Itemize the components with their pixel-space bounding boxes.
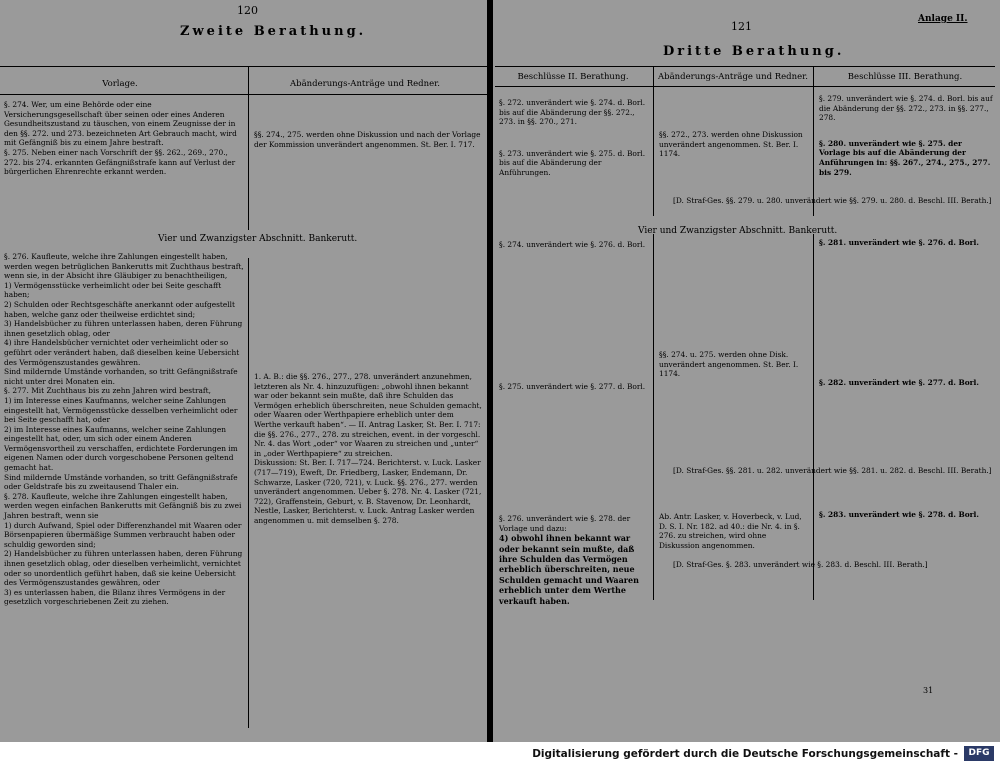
column-divider-1-lower (653, 234, 654, 600)
beschluss3-279-280 (819, 94, 995, 194)
text-paragraph: 1. A. B.: die §§. 276., 277., 278. unverändert anzunehmen, letzteren als Nr. 4. hinzuzufügen: „obwohl ihnen bekannt war oder bekannt sein mußte, daß ihre Schulden das Vermögen erheblich überschreiten, neue Schulden gemacht, oder Waaren oder Werthpapiere erheblich unter dem Werthe verkauft haben“. — II. Antrag Lasker, St. Ber. I. 717: die §§. 276., 277., 278. zu streichen, event. in der vorgeschl. Nr. 4. das Wort „oder“ vor Waaren zu streichen und „unter“ in „oder Werthpapiere“ zu streichen. (254, 372, 482, 458)
antraege-276-278 (254, 372, 482, 542)
col-header-antraege: Abänderungs-Anträge und Redner. (658, 72, 808, 82)
antraege-274-275: §§. 274. u. 275. werden ohne Disk. unverändert angenommen. St. Ber. I. 1174. (659, 350, 799, 379)
text-paragraph: Diskussion: St. Ber. I. 717—724. Berichterst. v. Luck. Lasker (717—719), Eweft, Dr. Friedberg, Lasker, Endemann, Dr. Schwarze, Lasker (720, 721), v. Luck. §§. 276., 277. werden unverändert angenommen. Ueber §. 278. Nr. 4. Lasker (721, 722), Graffenstein, Geburt, v. B. Stavenow, Dr. Leonhardt, Nestle, Lasker, Berichterst. v. Luck. Antrag Lasker werden angenommen u. mit demselben §. 278. (254, 458, 482, 525)
col-header-beschluss3: Beschlüsse III. Berathung. (847, 72, 963, 82)
table-header-rule (495, 86, 995, 87)
text-paragraph: §. 272. unverändert wie §. 274. d. Borl. bis auf die Abänderung der §§. 272., 273. in §§. 270., 271. (499, 98, 646, 127)
column-divider-2-lower (813, 234, 814, 600)
section-heading-right: Vier und Zwanzigster Abschnitt. Bankerutt. (638, 226, 838, 236)
vorlage-276-278 (4, 252, 244, 662)
text-paragraph: §. 277. Mit Zuchthaus bis zu zehn Jahren wird bestraft, (4, 386, 211, 396)
text-paragraph: Sind mildernde Umstände vorhanden, so tritt Gefängnißstrafe oder Geldstrafe bis zu zweitausend Thaler ein. (4, 472, 238, 492)
text-paragraph: 1) durch Aufwand, Spiel oder Differenzhandel mit Waaren oder Börsenpapieren übermäßige Summen verbraucht haben oder schuldig geworden sind; (4, 520, 242, 549)
text-paragraph: 4) ihre Handelsbücher vernichtet oder verheimlicht oder so geführt oder verändert haben, daß dieselben keine Uebersicht des Vermögenszustandes gewähren. (4, 338, 240, 367)
table-header-rule (0, 94, 487, 95)
right-page-title: Dritte Berathung. (663, 44, 845, 59)
beschluss2-274: §. 274. unverändert wie §. 276. d. Borl. (499, 240, 646, 249)
antraege-274-275: §§. 274., 275. werden ohne Diskussion und nach der Vorlage der Kommission unverändert angenommen. St. Ber. I. 717. (254, 130, 481, 149)
left-page (0, 0, 487, 742)
col-header-beschluss2: Beschlüsse II. Berathung. (517, 72, 629, 82)
text-span: §. 283. unverändert wie §. 278. d. Borl. (819, 510, 979, 519)
table-top-rule (495, 66, 995, 67)
text-paragraph: §. 276. Kaufleute, welche ihre Zahlungen eingestellt haben, werden wegen betrüglichen Bankerutts mit Zuchthaus bestraft, wenn sie, in der Absicht ihre Gläubiger zu benachtheiligen, (4, 252, 244, 281)
footer-credit: Digitalisierung gefördert durch die Deutsche Forschungsgemeinschaft - (532, 748, 958, 760)
text-paragraph: §. 274. Wer, um eine Behörde oder eine Versicherungsgesellschaft über seinen oder eines Anderen Gesundheitszustand zu täuschen, von einem Zeugnisse der in den §§. 272. und 273. bezeichneten Art Gebrauch macht, wird mit Gefängniß bis zu einem Jahre bestraft. (4, 100, 237, 148)
text-paragraph: 2) Handelsbücher zu führen unterlassen haben, deren Führung ihnen gesetzlich oblag, oder dieselben verheimlicht, vernichtet oder so unordentlich geführt haben, daß sie keine Uebersicht des Vermögenszustandes gewähren, oder (4, 549, 243, 588)
text-paragraph: §. 278. Kaufleute, welche ihre Zahlungen eingestellt haben, werden wegen einfachen Bankerutts mit Gefängniß bis zu zwei Jahren bestraft, wenn sie (4, 491, 242, 521)
text-paragraph: 2) im Interesse eines Kaufmanns, welcher seine Zahlungen eingestellt hat, oder, um sich oder einem Anderen Vermögensvortheil zu verschaffen, erdichtete Forderungen im eigenen Namen oder durch vorgeschobene Personen geltend gemacht hat. (4, 424, 238, 473)
beschluss3-281 (819, 238, 995, 250)
beschluss3-283 (819, 510, 995, 522)
text-span: §. 281. unverändert wie §. 276. d. Borl. (819, 238, 979, 247)
straf-ges-note-3: [D. Straf-Ges. §. 283. unverändert wie §. 283. d. Beschl. III. Berath.] (673, 560, 928, 569)
col-header-vorlage: Vorlage. (102, 79, 138, 89)
anlage-label: Anlage II. (918, 14, 968, 24)
vorlage-274-275 (4, 100, 244, 220)
column-divider-lower (248, 258, 249, 728)
footer-bar (0, 742, 1000, 766)
antraege-276: Ab. Antr. Lasker, v. Hoverbeck, v. Lud, D. S. I. Nr. 182. ad 40.: die Nr. 4. in §. 276. zu streichen, wird ohne Diskussion angenommen. (659, 512, 802, 550)
col-header-antraege: Abänderungs-Anträge und Redner. (290, 79, 440, 89)
beschluss3-282 (819, 378, 995, 390)
beschluss2-272-273 (499, 98, 649, 188)
text-paragraph: §. 280. unverändert wie §. 275. der Vorlage bis auf die Abänderung der Anführungen in: §§. 267., 274., 275., 277. bis 279. (819, 138, 991, 177)
text-span: §. 282. unverändert wie §. 277. d. Borl. (819, 378, 979, 387)
beschluss2-275: §. 275. unverändert wie §. 277. d. Borl. (499, 382, 646, 391)
dfg-logo-icon: DFG (964, 746, 994, 761)
text-paragraph: §. 275. Neben einer nach Vorschrift der §§. 262., 269., 270., 272. bis 274. erkannten Gefängnißstrafe kann auf Verlust der bürgerlichen Ehrenrechte erkannt werden. (4, 147, 236, 177)
column-divider (248, 66, 249, 230)
text-paragraph: 4) obwohl ihnen bekannt war oder bekannt sein mußte, daß ihre Schulden das Vermögen erheblich überschreiten, neue Schulden gemacht und Waaren erheblich unter dem Werthe verkauft haben. (499, 533, 639, 606)
antraege-272-273: §§. 272., 273. werden ohne Diskussion unverändert angenommen. St. Ber. I. 1174. (659, 130, 803, 159)
text-paragraph: §. 276. unverändert wie §. 278. der Vorlage und dazu: (499, 514, 631, 533)
right-page-number: 121 (731, 20, 752, 33)
straf-ges-note-2: [D. Straf-Ges. §§. 281. u. 282. unverändert wie §§. 281. u. 282. d. Beschl. III. Berath.] (673, 466, 992, 475)
text-paragraph: 3) Handelsbücher zu führen unterlassen haben, deren Führung ihnen gesetzlich oblag, oder (4, 319, 243, 338)
beschluss2-276 (499, 514, 649, 624)
table-top-rule (0, 66, 487, 67)
left-page-number: 120 (237, 4, 258, 17)
straf-ges-note-1: [D. Straf-Ges. §§. 279. u. 280. unverändert wie §§. 279. u. 280. d. Beschl. III. Berath.] (673, 196, 992, 205)
text-paragraph: 3) es unterlassen haben, die Bilanz ihres Vermögens in der gesetzlich vorgeschriebenen Zeit zu ziehen. (4, 587, 226, 607)
column-divider-2 (813, 66, 814, 216)
text-paragraph: §. 273. unverändert wie §. 275. d. Borl. bis auf die Abänderung der Anführungen. (499, 148, 646, 177)
text-paragraph: 1) im Interesse eines Kaufmanns, welcher seine Zahlungen eingestellt hat, Vermögensstücke desselben verheimlicht oder bei Seite geschafft hat, oder (4, 395, 238, 425)
column-divider-1 (653, 66, 654, 216)
text-paragraph: 1) Vermögensstücke verheimlicht oder bei Seite geschafft haben; (4, 280, 222, 300)
sheet-number: 31 (923, 686, 934, 695)
text-paragraph: Sind mildernde Umstände vorhanden, so tritt Gefängnißstrafe nicht unter drei Monaten ein. (4, 367, 238, 386)
text-paragraph: 2) Schulden oder Rechtsgeschäfte anerkannt oder aufgestellt haben, welche ganz oder theilweise erdichtet sind; (4, 299, 235, 319)
right-page (493, 0, 1000, 742)
left-page-title: Zweite Berathung. (180, 24, 367, 39)
text-paragraph: §. 279. unverändert wie §. 274. d. Borl. bis auf die Abänderung der §§. 272., 273. in §§. 277., 278. (819, 94, 993, 123)
section-heading-left: Vier und Zwanzigster Abschnitt. Bankerutt. (158, 234, 358, 244)
